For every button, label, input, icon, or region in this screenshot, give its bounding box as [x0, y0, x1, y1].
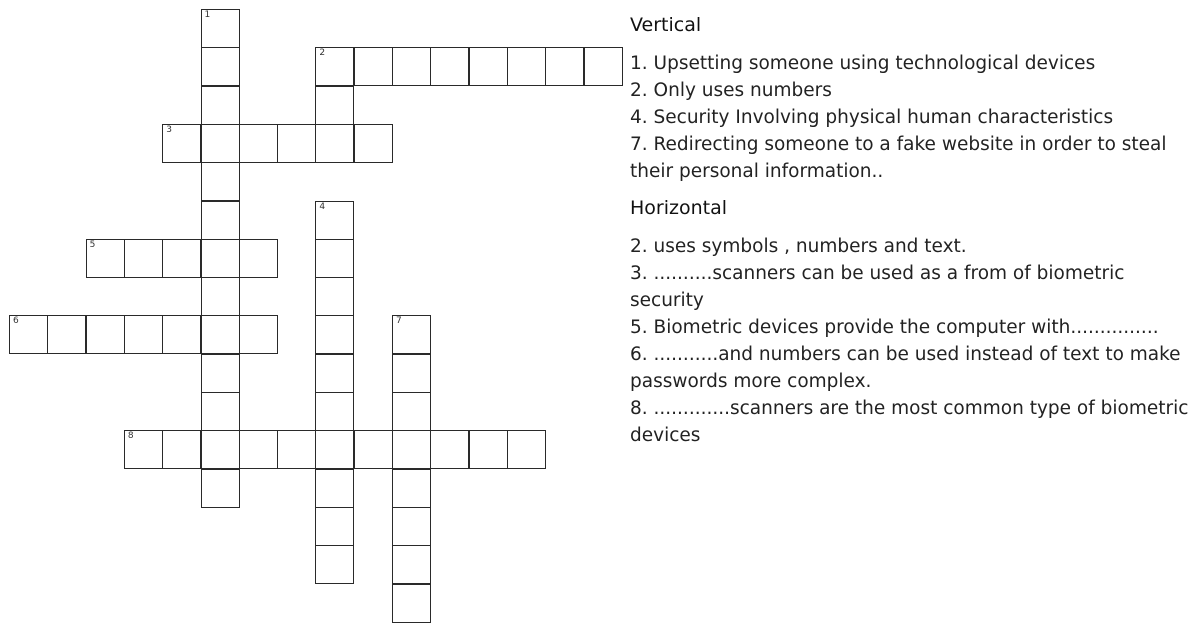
grid-cell[interactable] [315, 124, 354, 163]
grid-cell[interactable] [354, 47, 393, 86]
clues-panel [630, 12, 1198, 459]
horizontal-clue-list [630, 233, 1198, 449]
grid-cell[interactable] [430, 47, 469, 86]
grid-cell[interactable] [162, 239, 201, 278]
clue-number: 5 [89, 239, 96, 250]
grid-cell[interactable] [315, 315, 354, 354]
grid-cell[interactable] [354, 124, 393, 163]
grid-cell[interactable] [315, 507, 354, 546]
clue-number: 6 [13, 316, 19, 327]
grid-cell[interactable] [430, 430, 469, 469]
grid-cell[interactable] [315, 545, 354, 584]
grid-cell[interactable] [315, 430, 354, 469]
grid-cell[interactable] [392, 469, 431, 508]
grid-cell[interactable] [315, 392, 354, 431]
grid-cell[interactable] [392, 392, 431, 431]
grid-cell[interactable] [392, 545, 431, 584]
grid-cell[interactable] [86, 315, 125, 354]
grid-cell[interactable] [239, 315, 278, 354]
horizontal-clue-2: 2. uses symbols , numbers and text. [630, 236, 967, 257]
grid-cell[interactable] [392, 430, 431, 469]
clue-number: 3 [166, 124, 172, 135]
grid-cell[interactable] [315, 277, 354, 316]
grid-cell[interactable] [201, 124, 240, 163]
clue-number: 8 [127, 431, 134, 442]
grid-cell[interactable] [201, 9, 240, 48]
grid-cell[interactable] [315, 469, 354, 508]
grid-cell[interactable] [392, 354, 431, 393]
grid-cell[interactable] [315, 354, 354, 393]
grid-cell[interactable] [162, 430, 201, 469]
grid-cell[interactable] [392, 47, 431, 86]
grid-cell[interactable] [584, 47, 623, 86]
grid-cell[interactable] [86, 239, 125, 278]
horizontal-clue-8: 8. .............scanners are the most common type of biometric devices [630, 398, 1189, 446]
horizontal-clue-5: 5. Biometric devices provide the computer with............... [630, 317, 1159, 338]
grid-cell[interactable] [124, 430, 163, 469]
grid-cell[interactable] [392, 584, 431, 623]
grid-cell[interactable] [469, 430, 508, 469]
grid-cell[interactable] [315, 201, 354, 240]
grid-cell[interactable] [162, 124, 201, 163]
horizontal-clue-6: 6. ...........and numbers can be used instead of text to make passwords more complex. [630, 344, 1181, 392]
clue-number: 7 [396, 316, 402, 327]
grid-cell[interactable] [315, 86, 354, 125]
grid-cell[interactable] [277, 124, 316, 163]
grid-cell[interactable] [124, 239, 163, 278]
grid-cell[interactable] [201, 201, 240, 240]
grid-cell[interactable] [201, 392, 240, 431]
grid-cell[interactable] [545, 47, 584, 86]
horizontal-heading: Horizontal [630, 197, 728, 219]
grid-cell[interactable] [392, 315, 431, 354]
grid-cell[interactable] [201, 315, 240, 354]
grid-cell[interactable] [201, 354, 240, 393]
grid-cell[interactable] [47, 315, 86, 354]
grid-cell[interactable] [124, 315, 163, 354]
grid-cell[interactable] [201, 86, 240, 125]
grid-cell[interactable] [507, 47, 546, 86]
vertical-clue-2: 2. Only uses numbers [630, 80, 832, 101]
grid-cell[interactable] [201, 47, 240, 86]
grid-cell[interactable] [239, 239, 278, 278]
vertical-clue-list [630, 50, 1198, 185]
clue-number: 2 [319, 48, 326, 59]
vertical-clue-4: 4. Security Involving physical human characteristics [630, 107, 1114, 128]
grid-cell[interactable] [315, 47, 354, 86]
grid-cell[interactable] [162, 315, 201, 354]
grid-cell[interactable] [9, 315, 48, 354]
grid-cell[interactable] [507, 430, 546, 469]
grid-cell[interactable] [201, 277, 240, 316]
clue-number: 1 [204, 10, 211, 20]
grid-cell[interactable] [392, 507, 431, 546]
grid-cell[interactable] [354, 430, 393, 469]
horizontal-clue-3: 3. ..........scanners can be used as a from of biometric security [630, 263, 1125, 311]
grid-cell[interactable] [201, 469, 240, 508]
grid-cell[interactable] [239, 124, 278, 163]
grid-cell[interactable] [201, 162, 240, 201]
grid-cell[interactable] [277, 430, 316, 469]
vertical-clue-1: 1. Upsetting someone using technological devices [630, 53, 1096, 74]
vertical-heading: Vertical [630, 14, 702, 36]
grid-cell[interactable] [469, 47, 508, 86]
grid-cell[interactable] [201, 239, 240, 278]
grid-cell[interactable] [201, 430, 240, 469]
grid-cell[interactable] [315, 239, 354, 278]
vertical-clue-7: 7. Redirecting someone to a fake website in order to steal their personal information.. [630, 134, 1167, 182]
grid-cell[interactable] [239, 430, 278, 469]
clue-number: 4 [319, 201, 326, 212]
